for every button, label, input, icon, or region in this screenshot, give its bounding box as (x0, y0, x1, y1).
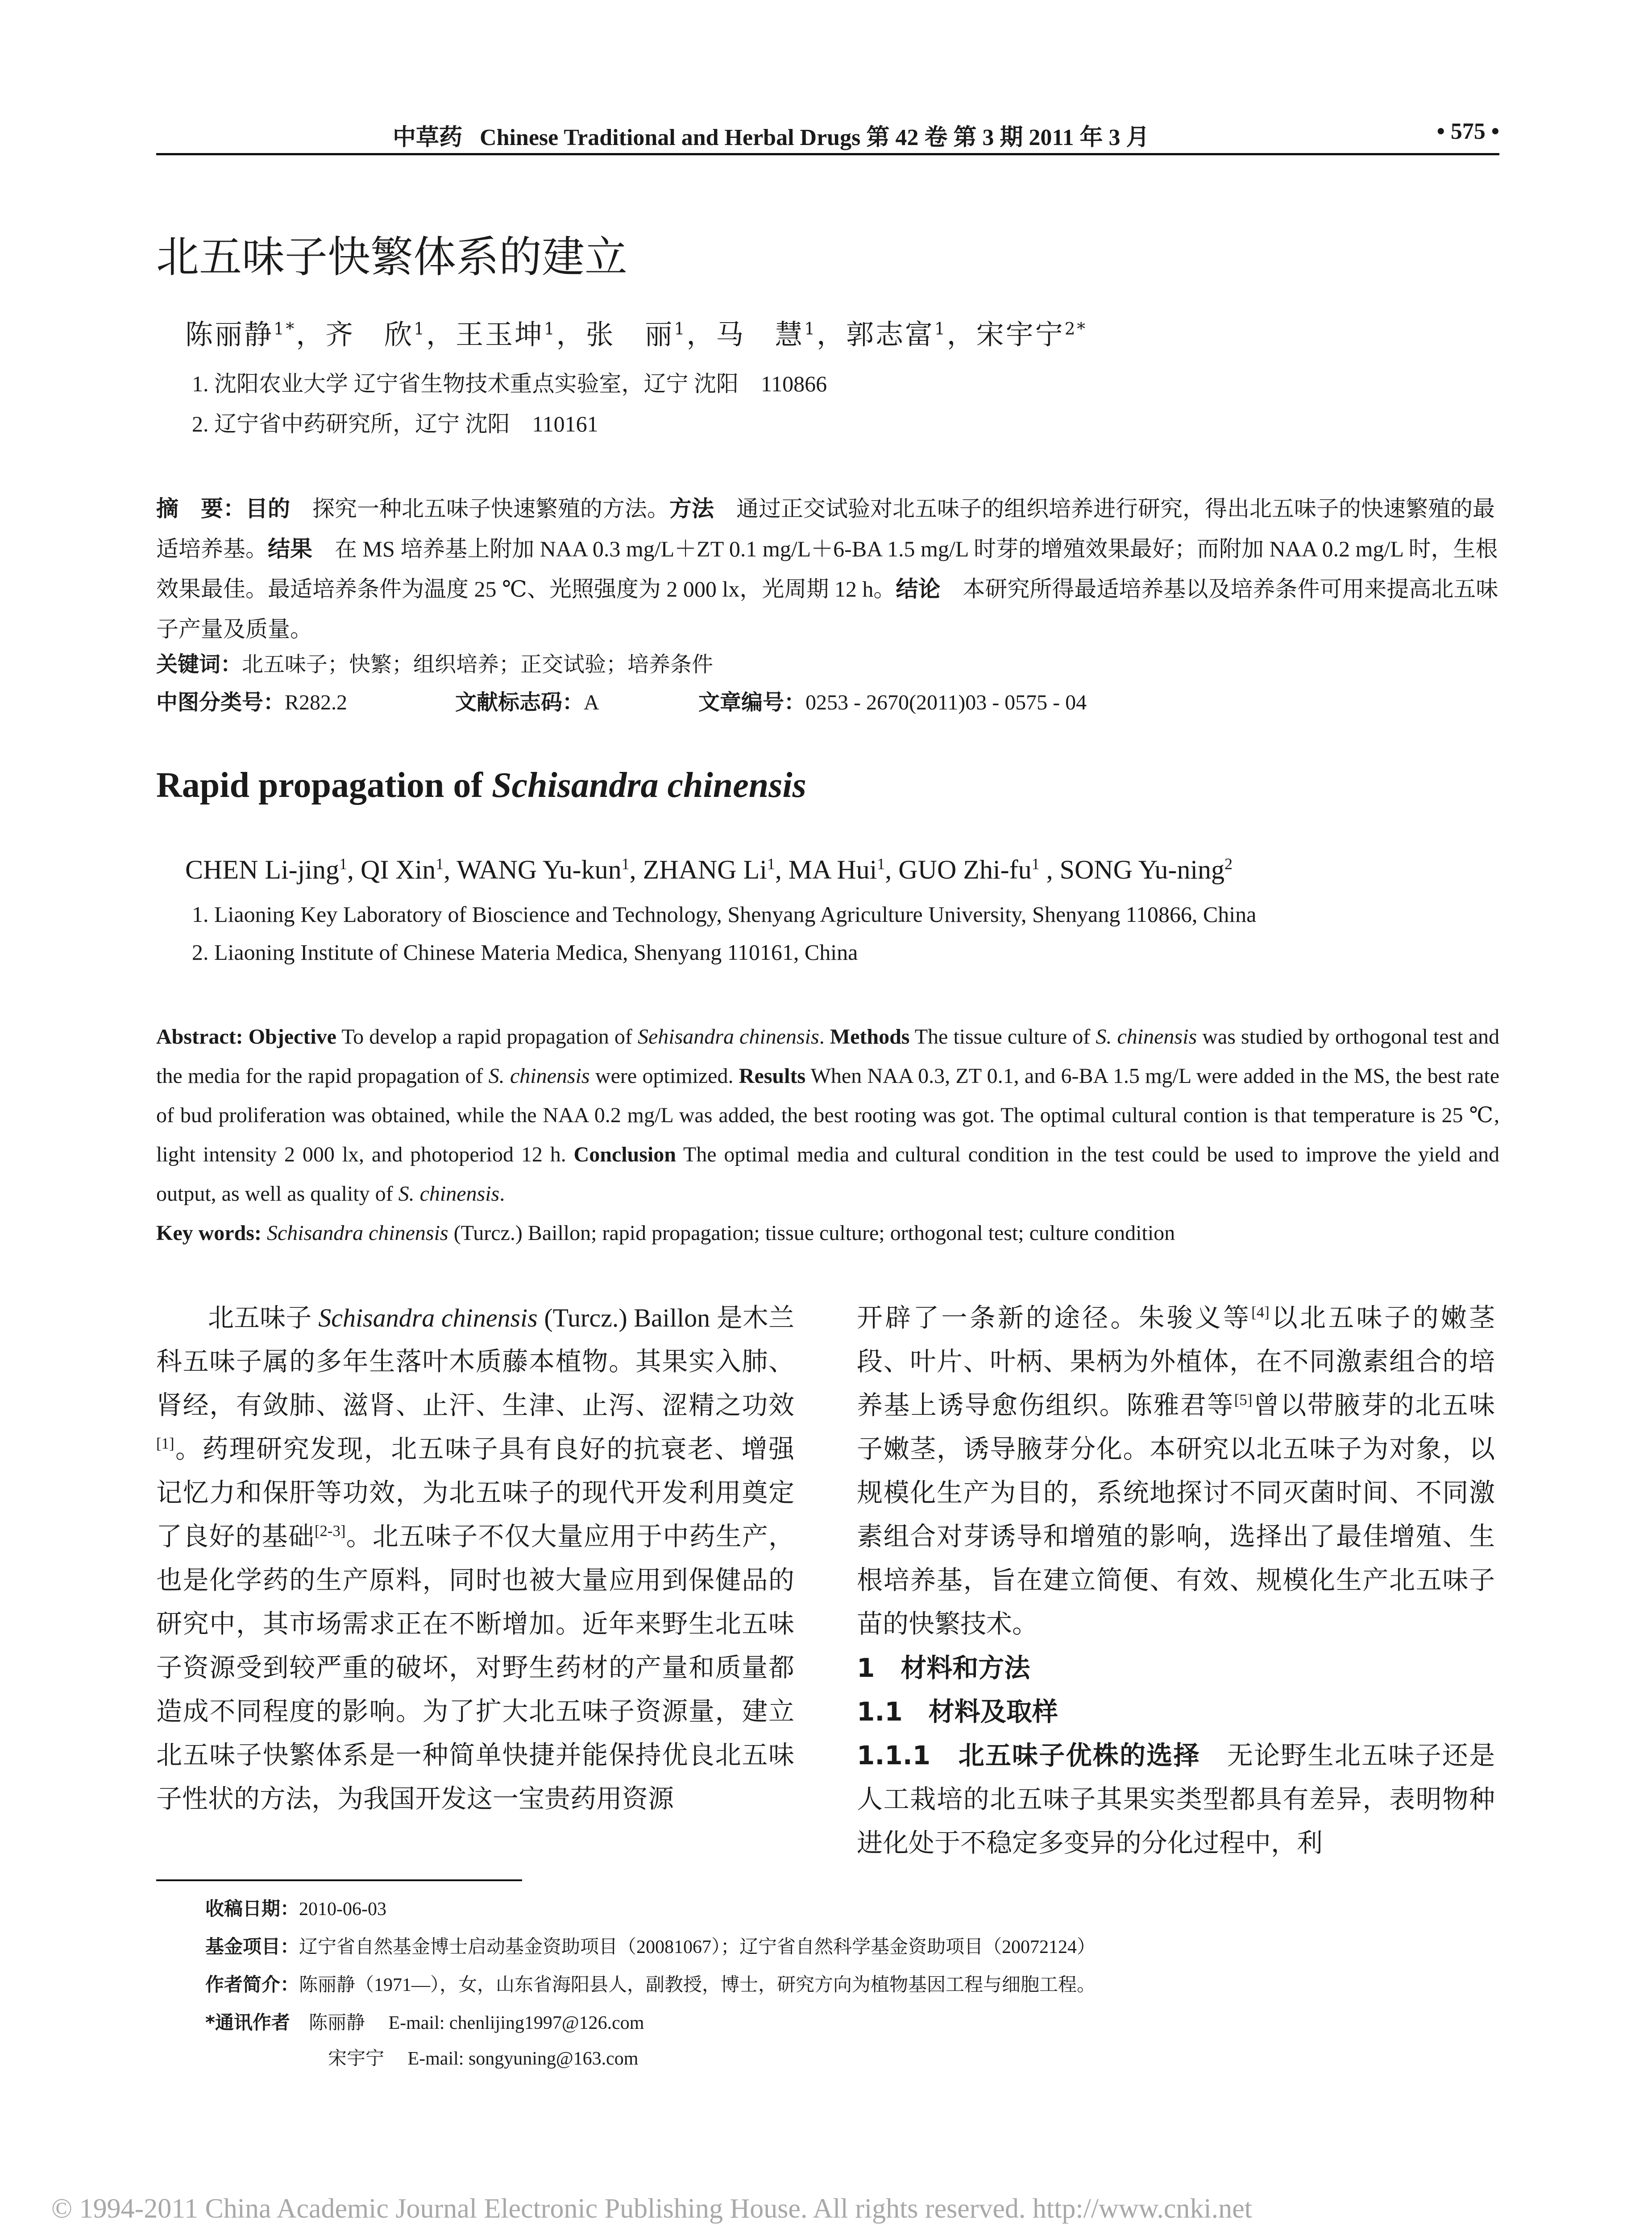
citation-ref: [1] (156, 1435, 174, 1452)
body-paragraph (156, 1296, 794, 1821)
abstract-en-label: Abstract: (156, 1025, 249, 1049)
results-text: 在 MS 培养基上附加 NAA 0.3 mg/L＋ZT 0.1 mg/L＋6-BA 1.5 mg/L 时芽的增殖效果最好；而附加 NAA 0.2 mg/L 时，生根效果最佳。最适培养条件为温度 25 ℃、光照强度为 2 000 lx，光周期 12 h。 (156, 536, 1498, 601)
results-en-text: When NAA 0.3, ZT 0.1, and 6-BA 1.5 mg/L were added in the MS, the best rate of bud proliferation was obtained, while the NAA 0.2 mg/L was added, the best rooting was got. The optimal cultural contion is that temperature is 25 ℃, light intensity 2 000 lx, and photoperiod 12 h. (156, 1064, 1500, 1166)
conclusion-label: 结论 (896, 576, 941, 602)
keywords-en-text: (Turcz.) Baillon; rapid propagation; tissue culture; orthogonal test; culture condition (448, 1221, 1175, 1245)
body-column-left (156, 1296, 794, 1821)
title-cn: 北五味子快繁体系的建立 (156, 232, 627, 282)
text-fragment: . (499, 1182, 505, 1206)
bio-label: 作者简介： (205, 1974, 299, 1995)
body-paragraph (857, 1296, 1495, 1646)
title-en-species: Schisandra chinensis (492, 766, 806, 805)
title-en (156, 765, 806, 806)
citation-ref: [4] (1251, 1303, 1270, 1321)
results-label: 结果 (268, 536, 312, 562)
abstract-en (156, 1017, 1499, 1253)
citation-ref: [2-3] (314, 1522, 346, 1540)
received-label: 收稿日期： (205, 1898, 299, 1920)
methods-en-text: The tissue culture of (909, 1025, 1096, 1049)
objective-en-text: To develop a rapid propagation of (336, 1025, 638, 1049)
keywords-cn (156, 647, 713, 678)
keywords-cn-text: 北五味子；快繁；组织培养；正交试验；培养条件 (242, 653, 714, 676)
abstract-cn (156, 489, 1499, 649)
conclusion-en-text: The optimal media and cultural condition in the test could be used to improve the yield and output, as well as quality of (156, 1143, 1500, 1206)
text-fragment: were optimized. (589, 1064, 739, 1088)
received-date: 2010-06-03 (299, 1899, 386, 1920)
body-column-right (857, 1296, 1495, 1865)
species-name: Sehisandra chinensis (637, 1025, 819, 1049)
page-number: • 575 • (1436, 119, 1499, 144)
running-header (156, 118, 1499, 154)
affiliation-cn-2: 2. 辽宁省中药研究所，辽宁 沈阳 110161 (192, 411, 598, 436)
footnote-correspondence (205, 2008, 644, 2035)
authors-en: CHEN Li-jing$^1$, QI Xin$^1$, WANG Yu-kun$^1$, ZHANG Li$^1$, MA Hui$^1$, GUO Zhi-$fu^1$ , SONG Yu-ning$^2$ (185, 855, 1233, 884)
text-fragment: . (819, 1025, 830, 1049)
results-en-label: Results (739, 1064, 806, 1088)
methods-text: 通过正交试验对北五味子的组织培养进行研究，得出北五味子的快速繁殖的最适培养基。 (156, 496, 1495, 561)
copyright-notice: © 1994-2011 China Academic Journal Electronic Publishing House. All rights reserved. http://www.cnki.net (51, 2194, 1252, 2224)
journal-info: Chinese Traditional and Herbal Drugs 第 42 卷 第 3 期 2011 年 3 月 (480, 125, 1150, 150)
journal-line (393, 118, 1149, 152)
doc-value: A (584, 691, 599, 714)
clc-label: 中图分类号： (156, 690, 285, 715)
clc-value: R282.2 (285, 691, 348, 714)
fund-label: 基金项目： (205, 1936, 299, 1957)
correspondence-1: 陈丽静 E-mail: chenlijing1997@126.com (290, 2013, 644, 2033)
text-fragment: 以北五味子的嫩茎段、叶片、叶柄、果柄为外植体，在不同激素组合的培养基上诱导愈伤组织。陈雅君等 (857, 1303, 1495, 1420)
conclusion-en-label: Conclusion (573, 1143, 676, 1166)
journal-name-cn: 中草药 (393, 124, 463, 151)
bio-text: 陈丽静（1971—），女，山东省海阳县人，副教授，博士，研究方向为植物基因工程与细胞工程。 (299, 1975, 1096, 1995)
abstract-cn-label: 摘 要： (156, 496, 245, 522)
authors-cn: 陈丽静$^{1*}$，齐 欣$^1$，王玉坤$^1$，张 丽$^1$，马 慧$^1$，郭志富$^1$，宋宇宁$^{2*}$ (185, 318, 1087, 351)
text-fragment: 北五味子 (208, 1303, 319, 1332)
text-fragment: 。药理研究发现，北五味子具有良好的抗衰老、增强记忆力和保肝等功效，为北五味子的现代开发利用奠定了良好的基础 (156, 1435, 794, 1551)
section-title-1-1-1: 北五味子优株的选择 (930, 1740, 1200, 1771)
header-rule (156, 153, 1499, 155)
footnote-rule (156, 1879, 522, 1881)
doc-label: 文献标志码： (455, 690, 584, 715)
text-fragment: 曾以带腋芽的北五味子嫩茎，诱导腋芽分化。本研究以北五味子为对象，以规模化生产为目的，系统地探讨不同灭菌时间、不同激素组合对芽诱导和增殖的影响，选择出了最佳增殖、生根培养基，旨在建立简便、有效、规模化生产北五味子苗的快繁技术。 (857, 1391, 1495, 1638)
footnote-received (205, 1894, 386, 1921)
article-value: 0253 - 2670(2011)03 - 0575 - 04 (805, 691, 1087, 714)
body-paragraph (857, 1733, 1495, 1865)
text-fragment: (Turcz.) Baillon 是木兰科五味子属的多年生落叶木质藤本植物。其果实入肺、肾经，有敛肺、滋肾、止汗、生津、止泻、涩精之功效 (156, 1303, 794, 1420)
footnote-bio (205, 1970, 1096, 1997)
section-heading-1-1: 1.1 材料及取样 (857, 1696, 1058, 1727)
objective-en-label: Objective (248, 1025, 336, 1049)
section-number-1-1-1: 1.1.1 (857, 1740, 931, 1771)
species-name: S. chinensis (488, 1064, 590, 1088)
objective-text: 探究一种北五味子快速繁殖的方法。 (290, 496, 669, 521)
section-heading-1: 1 材料和方法 (857, 1653, 1030, 1683)
text-fragment: was studied by orthogonal test and the media for the rapid propagation of (156, 1025, 1499, 1088)
objective-label: 目的 (245, 496, 290, 522)
species-name: S. chinensis (398, 1182, 500, 1206)
text-fragment: 。北五味子不仅大量应用于中药生产，也是化学药的生产原料，同时也被大量应用到保健品的研究中，其市场需求正在不断增加。近年来野生北五味子资源受到较严重的破坏，对野生药材的产量和质量都造成不同程度的影响。为了扩大北五味子资源量，建立北五味子快繁体系是一种简单快捷并能保持优良北五味子性状的方法，为我国开发这一宝贵药用资源 (156, 1522, 794, 1813)
article-label: 文章编号： (698, 690, 806, 715)
correspondence-label: *通讯作者 (205, 2011, 290, 2033)
classification-line (156, 685, 347, 716)
affiliation-en-2: 2. Liaoning Institute of Chinese Materia Medica, Shenyang 110161, China (192, 940, 858, 965)
footnote-fund (205, 1932, 1096, 1959)
article-number (698, 685, 1087, 716)
title-en-plain: Rapid propagation of (156, 766, 492, 805)
doc-code (455, 685, 599, 716)
footnote-correspondence-2: 宋宇宁 E-mail: songyuning@163.com (328, 2049, 639, 2069)
keywords-en-label: Key words: (156, 1221, 267, 1245)
methods-en-label: Methods (830, 1025, 910, 1049)
citation-ref: [5] (1234, 1391, 1253, 1409)
species-name: Schisandra chinensis (318, 1303, 538, 1332)
species-name: S. chinensis (1096, 1025, 1197, 1049)
keywords-en-species: Schisandra chinensis (266, 1221, 448, 1245)
conclusion-text: 本研究所得最适培养基以及培养条件可用来提高北五味子产量及质量。 (156, 576, 1498, 642)
text-fragment: 开辟了一条新的途径。朱骏义等 (857, 1303, 1252, 1332)
keywords-cn-label: 关键词： (156, 652, 242, 677)
fund-text: 辽宁省自然基金博士启动基金资助项目（20081067）；辽宁省自然科学基金资助项目（20072124） (299, 1937, 1096, 1957)
affiliation-en-1: 1. Liaoning Key Laboratory of Bioscience and Technology, Shenyang Agriculture University, Shenyang 110866, China (192, 902, 1257, 927)
methods-label: 方法 (669, 496, 714, 522)
affiliation-cn-1: 1. 沈阳农业大学 辽宁省生物技术重点实验室，辽宁 沈阳 110866 (192, 371, 827, 396)
text-fragment: 无论野生北五味子还是人工栽培的北五味子其果实类型都具有差异，表明物种进化处于不稳定多变异的分化过程中，利 (857, 1741, 1495, 1858)
